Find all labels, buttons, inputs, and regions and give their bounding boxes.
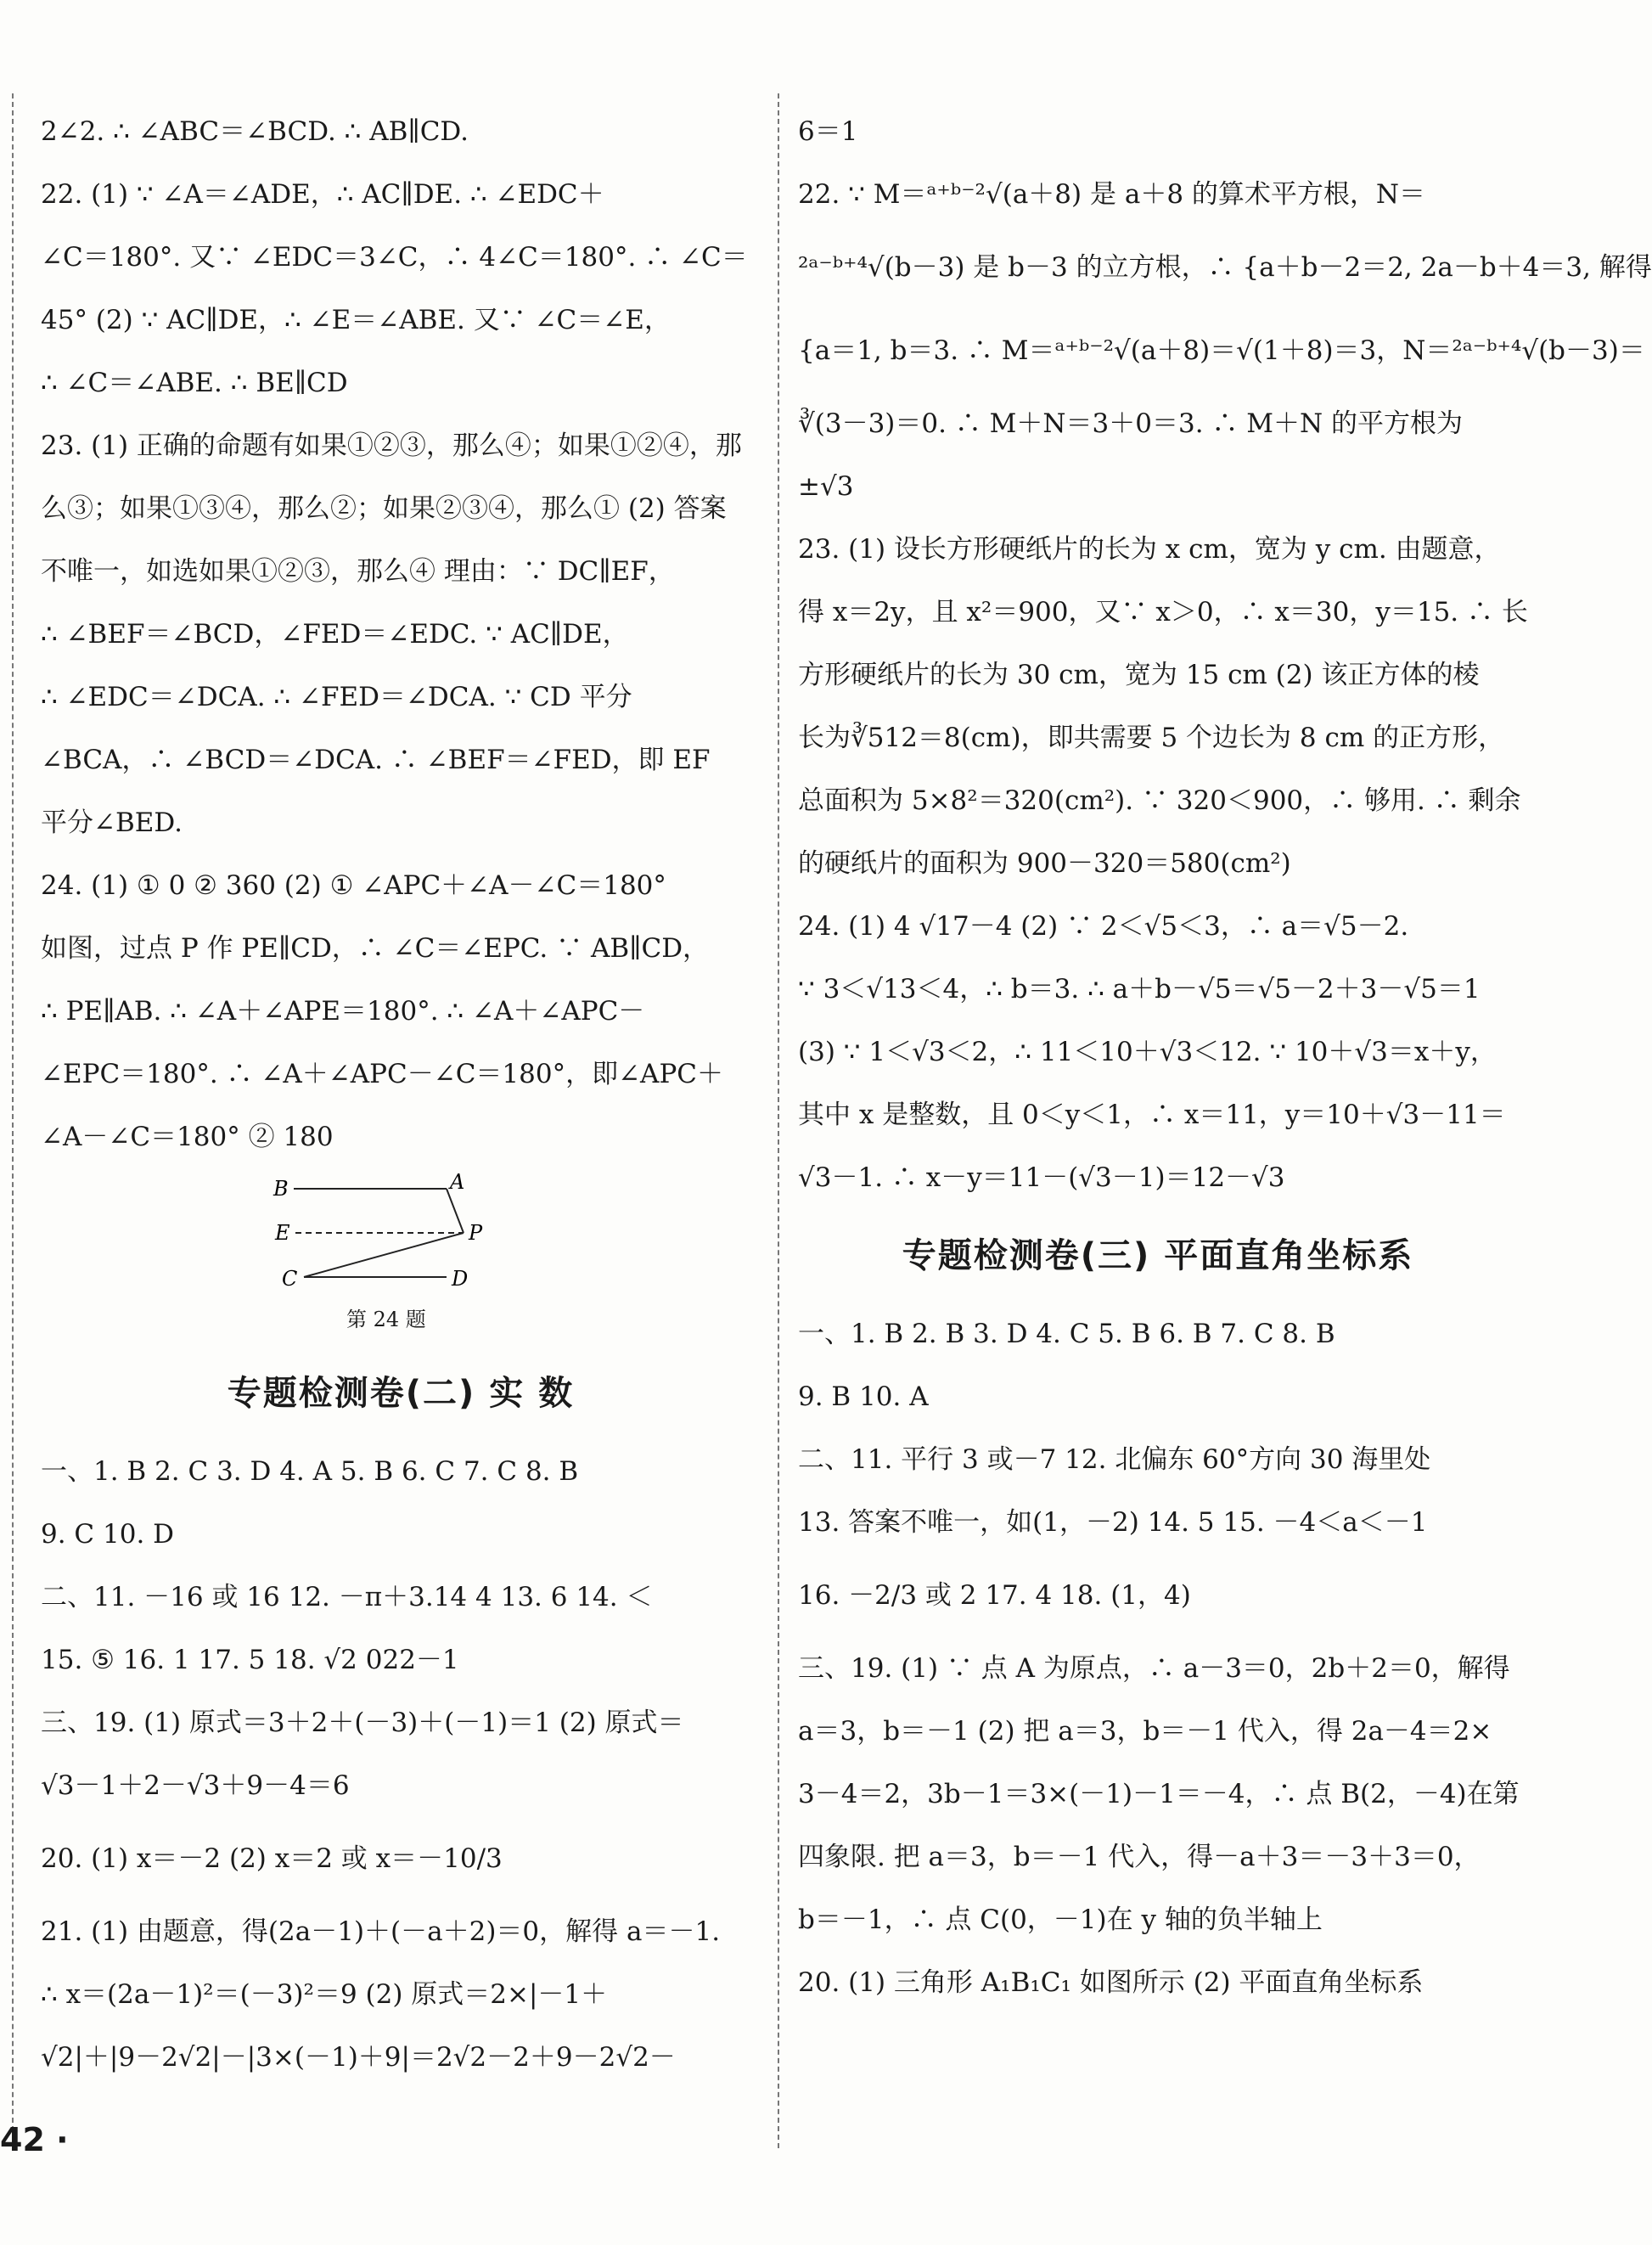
text-line: 方形硬纸片的长为 30 cm，宽为 15 cm (2) 该正方体的棱: [798, 660, 1480, 690]
text-line: 13. 答案不唯一，如(1，－2) 14. 5 15. －4＜a＜－1: [798, 1507, 1428, 1538]
text-line: 20. (1) 三角形 A₁B₁C₁ 如图所示 (2) 平面直角坐标系: [798, 1967, 1424, 1998]
text-line: 6＝1: [798, 116, 858, 147]
text-line: 45° (2) ∵ AC∥DE，∴ ∠E＝∠ABE. 又∵ ∠C＝∠E，: [41, 305, 671, 335]
text-line: ∠EPC＝180°. ∴ ∠A＋∠APC－∠C＝180°，即∠APC＋: [41, 1059, 724, 1089]
text-line: ∴ ∠BEF＝∠BCD，∠FED＝∠EDC. ∵ AC∥DE，: [41, 619, 629, 650]
text-line: 3－4＝2，3b－1＝3×(－1)－1＝－4，∴ 点 B(2，－4)在第: [798, 1779, 1520, 1809]
text-line: ∠BCA，∴ ∠BCD＝∠DCA. ∴ ∠BEF＝∠FED，即 EF: [41, 745, 711, 775]
text-line: 9. C 10. D: [41, 1519, 175, 1550]
text-line: 24. (1) 4 √17－4 (2) ∵ 2＜√5＜3，∴ a＝√5－2.: [798, 911, 1409, 942]
text-line: 20. (1) x＝－2 (2) x＝2 或 x＝－10/3: [41, 1843, 503, 1874]
line-pc: [304, 1233, 464, 1277]
text-line: 24. (1) ① 0 ② 360 (2) ① ∠APC＋∠A－∠C＝180°: [41, 870, 666, 901]
label-a: A: [450, 1170, 465, 1194]
text-line: ±√3: [798, 471, 854, 502]
text-line: 21. (1) 由题意，得(2a－1)＋(－a＋2)＝0，解得 a＝－1.: [41, 1916, 721, 1947]
text-line: ²ᵃ⁻ᵇ⁺⁴√(b－3) 是 b－3 的立方根，∴ {a＋b－2＝2, 2a－b＋4＝3, 解得: [798, 252, 1652, 283]
text-line: 得 x＝2y，且 x²＝900，又∵ x＞0，∴ x＝30，y＝15. ∴ 长: [798, 597, 1528, 627]
text-line: 二、11. 平行 3 或－7 12. 北偏东 60°方向 30 海里处: [798, 1444, 1431, 1475]
section-title-2: 专题检测卷(二) 实 数: [227, 1374, 575, 1413]
text-line: 三、19. (1) ∵ 点 A 为原点，∴ a－3＝0，2b＋2＝0，解得: [798, 1653, 1510, 1684]
text-line: 一、1. B 2. B 3. D 4. C 5. B 6. B 7. C 8. B: [798, 1319, 1335, 1349]
label-p: P: [469, 1221, 483, 1245]
left-border-line: [12, 93, 14, 2148]
text-line: 么③；如果①③④，那么②；如果②③④，那么① (2) 答案: [41, 493, 727, 524]
left-column: [41, 100, 761, 2089]
label-e: E: [275, 1221, 290, 1245]
text-line: 23. (1) 设长方形硬纸片的长为 x cm，宽为 y cm. 由题意，: [798, 534, 1501, 565]
label-b: B: [273, 1177, 289, 1201]
text-line: a＝3，b＝－1 (2) 把 a＝3，b＝－1 代入，得 2a－4＝2×: [798, 1716, 1492, 1747]
text-line: 总面积为 5×8²＝320(cm²). ∵ 320＜900，∴ 够用. ∴ 剩余: [798, 785, 1521, 816]
text-line: ∠C＝180°. 又∵ ∠EDC＝3∠C，∴ 4∠C＝180°. ∴ ∠C＝: [41, 242, 748, 273]
text-line: ∴ PE∥AB. ∴ ∠A＋∠APE＝180°. ∴ ∠A＋∠APC－: [41, 996, 645, 1027]
text-line: √2|＋|9－2√2|－|3×(－1)＋9|＝2√2－2＋9－2√2－: [41, 2042, 676, 2073]
page-number: 42 ·: [0, 2121, 69, 2158]
right-column: [798, 100, 1652, 2014]
text-line: 22. ∵ M＝ᵃ⁺ᵇ⁻²√(a＋8) 是 a＋8 的算术平方根，N＝: [798, 179, 1426, 210]
section-title-3: 专题检测卷(三) 平面直角坐标系: [902, 1236, 1414, 1275]
label-d: D: [452, 1267, 469, 1291]
text-line: 平分∠BED.: [41, 807, 183, 838]
text-line: √3－1. ∴ x－y＝11－(√3－1)＝12－√3: [798, 1162, 1285, 1193]
line-ap: [447, 1189, 464, 1233]
text-line: 2∠2. ∴ ∠ABC＝∠BCD. ∴ AB∥CD.: [41, 116, 469, 147]
text-line: 9. B 10. A: [798, 1381, 929, 1412]
figure-24: [41, 1168, 761, 1347]
text-line: ∵ 3＜√13＜4，∴ b＝3. ∴ a＋b－√5＝√5－2＋3－√5＝1: [798, 974, 1481, 1004]
text-line: 二、11. －16 或 16 12. －π＋3.14 4 13. 6 14. ＜: [41, 1582, 653, 1612]
text-line: ∴ x＝(2a－1)²＝(－3)²＝9 (2) 原式＝2×|－1＋: [41, 1979, 608, 2010]
text-line: 其中 x 是整数，且 0＜y＜1，∴ x＝11，y＝10＋√3－11＝: [798, 1100, 1506, 1130]
text-line: {a＝1, b＝3. ∴ M＝ᵃ⁺ᵇ⁻²√(a＋8)＝√(1＋8)＝3，N＝²ᵃ⁻ᵇ⁺⁴√(b－3)＝: [798, 335, 1645, 366]
text-line: ∠A－∠C＝180° ② 180: [41, 1122, 334, 1152]
text-line: ∴ ∠C＝∠ABE. ∴ BE∥CD: [41, 368, 348, 398]
text-line: 15. ⑤ 16. 1 17. 5 18. √2 022－1: [41, 1645, 459, 1675]
text-line: √3－1＋2－√3＋9－4＝6: [41, 1770, 350, 1801]
text-line: 四象限. 把 a＝3，b＝－1 代入，得－a＋3＝－3＋3＝0，: [798, 1842, 1481, 1872]
text-line: 如图，过点 P 作 PE∥CD，∴ ∠C＝∠EPC. ∵ AB∥CD，: [41, 933, 710, 964]
label-c: C: [282, 1267, 298, 1291]
column-divider: [778, 93, 779, 2148]
geometry-diagram: [270, 1170, 576, 1301]
text-line: 23. (1) 正确的命题有如果①②③，那么④；如果①②④，那: [41, 430, 742, 461]
text-line: ∴ ∠EDC＝∠DCA. ∴ ∠FED＝∠DCA. ∵ CD 平分: [41, 682, 632, 712]
text-line: 不唯一，如选如果①②③，那么④ 理由：∵ DC∥EF，: [41, 556, 675, 587]
text-line: 的硬纸片的面积为 900－320＝580(cm²): [798, 848, 1291, 879]
text-line: 16. －2/3 或 2 17. 4 18. (1，4): [798, 1580, 1191, 1611]
text-line: 22. (1) ∵ ∠A＝∠ADE，∴ AC∥DE. ∴ ∠EDC＋: [41, 179, 604, 210]
text-line: (3) ∵ 1＜√3＜2，∴ 11＜10＋√3＜12. ∵ 10＋√3＝x＋y，: [798, 1037, 1497, 1067]
figure-caption: 第 24 题: [346, 1308, 426, 1331]
text-line: 三、19. (1) 原式＝3＋2＋(－3)＋(－1)＝1 (2) 原式＝: [41, 1708, 684, 1738]
text-line: 长为∛512＝8(cm)，即共需要 5 个边长为 8 cm 的正方形，: [798, 723, 1505, 753]
text-line: ∛(3－3)＝0. ∴ M＋N＝3＋0＝3. ∴ M＋N 的平方根为: [798, 408, 1463, 439]
text-line: b＝－1，∴ 点 C(0，－1)在 y 轴的负半轴上: [798, 1905, 1323, 1935]
text-line: 一、1. B 2. C 3. D 4. A 5. B 6. C 7. C 8. B: [41, 1456, 579, 1487]
